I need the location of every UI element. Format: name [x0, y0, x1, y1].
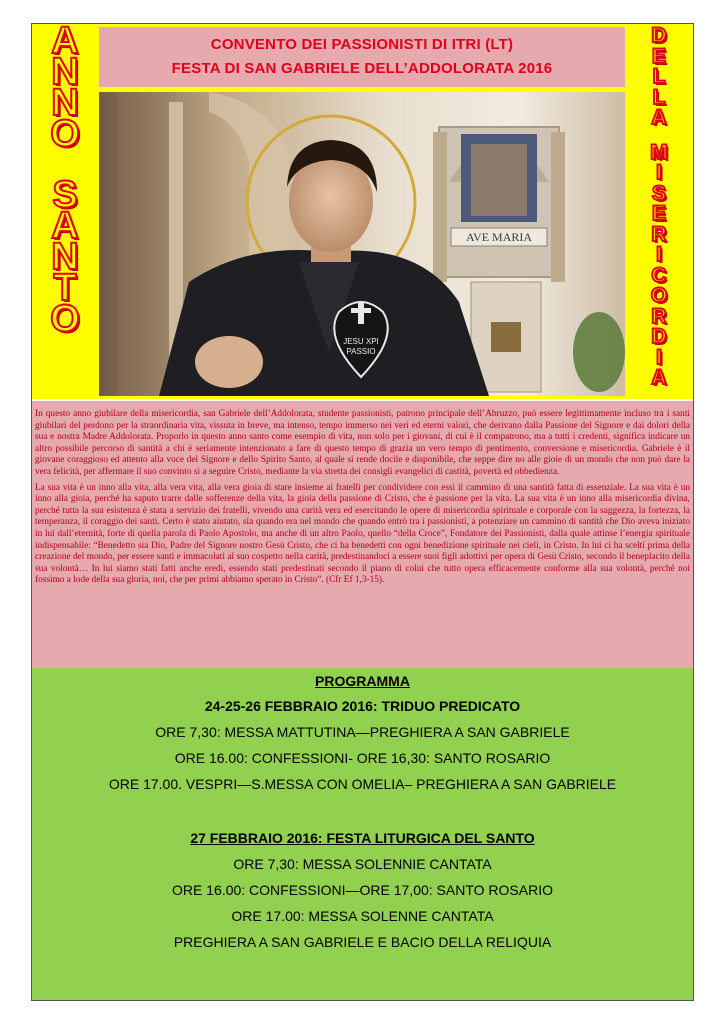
banner-letter: R — [651, 304, 667, 328]
program-line: ORE 7,30: MESSA SOLENNIE CANTATA — [233, 856, 492, 872]
emblem-text-2: PASSIO — [346, 347, 376, 356]
program-line: ORE 16.00: CONFESSIONI- ORE 16,30: SANTO ROSARIO — [174, 750, 551, 766]
banner-letter: L — [652, 85, 666, 109]
ave-maria-inscription: AVE MARIA — [465, 230, 533, 244]
title-festa: FESTA DI SAN GABRIELE DELL’ADDOLORATA 2016 — [171, 60, 553, 77]
program-line: ORE 17.00. VESPRI—S.MESSA CON OMELIA– PREGHIERA A SAN GABRIELE — [108, 776, 617, 792]
program-line: ORE 7,30: MESSA MATTUTINA—PREGHIERA A SAN GABRIELE — [155, 724, 570, 740]
page-frame — [31, 20, 694, 1001]
banner-letter: O — [650, 284, 668, 307]
triduo-title: 24-25-26 FEBBRAIO 2016: TRIDUO PREDICATO — [204, 698, 521, 714]
banner-letter: N — [51, 236, 79, 279]
banner-letter: A — [651, 106, 667, 129]
banner-letter: E — [651, 44, 666, 68]
body-paragraph-2: La sua vita è un inno alla vita, alla vera vita, alla vera gioia di stare insieme ai fratelli per condividere con essi il cammino di una santità fatta di essenziale. La sua vita è un inno alla gioia, perché ha saputo trarre dalle sofferenze della vita, la gioia della passione di Cristo, che è passione per la vita. La sua vita è un inno alla misericordia divina, perché tutta la sua esistenza è stata a servizio dei fratelli, vivendo una carità vera ed esercitando le opere di misericordia spirituale e corporale con la saggezza, la fortezza, la temperanza, il coraggio dei santi. Certo è stato aiutato, sia quando era nel mondo che quando entrò tra i passionisti, a potenziare un cammino di santità che Dio aveva iniziato in lui dall’eternità, forte di quella parola di Paolo Apostolo, ma anche di un altro Paolo, quello “della Croce”, Fondatore dei Passionisti, dalla quale attinse l’energia spirituale indispensabile: “Benedetto sia Dio, Padre del Signore nostro Gesù Cristo, che ci ha benedetti con ogni benedizione spirituale nei cieli, in Cristo. In lui ci ha scelti prima della creazione del mondo, per essere santi e immacolati al suo cospetto nella carità, predestinandoci a essere suoi figli adottivi per opera di Gesù Cristo, secondo il beneplacito della sua volontà… In lui siamo stati fatti anche eredi, essendo stati predestinati secondo il piano di colui che tutto opera efficacemente conforme alla sua volontà, perché noi fossimo a lode della sua gloria, noi, che per primi abbiamo sperato in Cristo”. (Cfr Ef 1,3-15). — [35, 482, 690, 586]
banner-letter: N — [51, 81, 79, 124]
banner-letter: I — [656, 345, 662, 369]
banner-letter: D — [651, 325, 667, 348]
banner-letter: M — [650, 140, 668, 164]
title-convent: CONVENTO DEI PASSIONISTI DI ITRI (LT) — [210, 36, 514, 53]
banner-letter: N — [51, 50, 79, 93]
banner-letter: S — [651, 181, 666, 205]
program-line: ORE 17.00: MESSA SOLENNE CANTATA — [231, 908, 494, 924]
banner-letter: O — [50, 112, 80, 155]
banner-letter: E — [651, 202, 666, 225]
banner-letter: R — [651, 222, 667, 246]
banner-letter: I — [656, 161, 662, 184]
banner-letter: A — [51, 205, 79, 248]
program-line: ORE 16.00: CONFESSIONI—ORE 17,00: SANTO ROSARIO — [172, 882, 553, 898]
banner-letter: I — [656, 243, 662, 266]
banner-letter: T — [53, 267, 77, 310]
festa-title: 27 FEBBRAIO 2016: FESTA LITURGICA DEL SANTO — [190, 830, 535, 846]
banner-letter: C — [651, 263, 667, 287]
banner-letter: A — [51, 20, 79, 62]
emblem-text-1: JESU XPI — [343, 337, 379, 346]
banner-letter: A — [651, 366, 667, 389]
banner-letter: L — [652, 65, 666, 88]
banner-letter: S — [52, 174, 78, 217]
banner-letter: D — [651, 24, 667, 47]
program-heading: PROGRAMMA — [315, 673, 410, 689]
program-line: PREGHIERA A SAN GABRIELE E BACIO DELLA RELIQUIA — [173, 934, 552, 950]
body-paragraph-1: In questo anno giubilare della misericordia, san Gabriele dell’Addolorata, studente passionisti, patrono principale dell’Abruzzo, può essere legittimamente incluso tra i santi giubilari del perdono per la straordinaria vita, vissuta in breve, ma intenso, tempo immerso nei veri ed eterni valori, che derivano dalla Passione del Signore e dai dolori della sua e nostra Madre Addolorata. Proporlo in questo anno santo come esempio di vita, non solo per i giovani, di cui è il compatrono, ma a tutti i credenti, significa indicare un altro possibile percorso di santità a chi è seriamente intenzionato a fare di questo tempo di grazia un vero tempo di pentimento, conversione e misericordia. Gabriele è il giovane coraggioso ed attento alla voce del Signore e dello Spirito Santo, al quale si rende docile e disponibile, che seppe dire no alle gioie di un mondo che non può dare la vera felicità, per affermare il suo convinto sì a seguire Cristo, mediante la via stretta dei consigli evangelici di castità, povertà ed obbedienza. — [35, 409, 690, 477]
banner-letter: O — [50, 298, 80, 341]
